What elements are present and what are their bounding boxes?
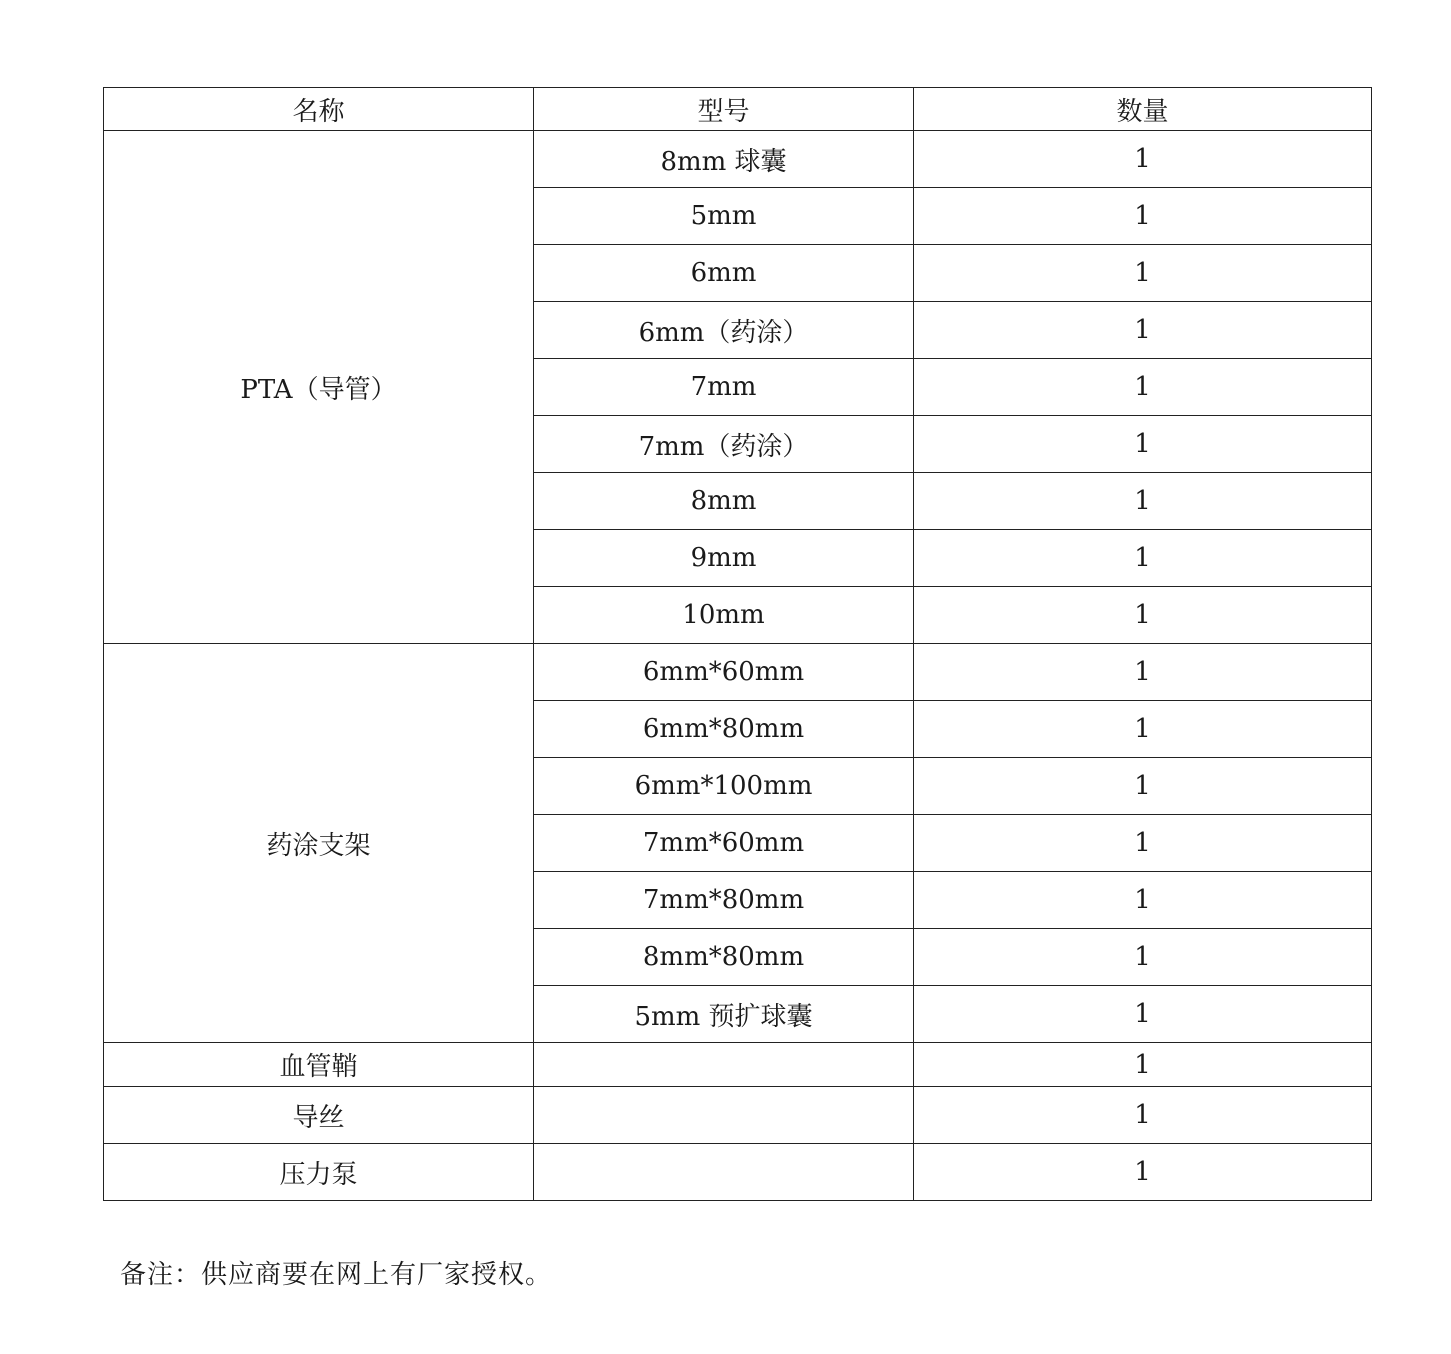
model-cell: 6mm*80mm (534, 701, 914, 758)
header-name: 名称 (104, 88, 534, 131)
quantity-cell: 1 (914, 1043, 1372, 1087)
quantity-cell: 1 (914, 188, 1372, 245)
quantity-cell: 1 (914, 530, 1372, 587)
model-cell: 6mm (534, 245, 914, 302)
group-name-cell: PTA（导管） (104, 131, 534, 644)
model-cell (534, 1043, 914, 1087)
quantity-cell: 1 (914, 416, 1372, 473)
item-name-cell: 血管鞘 (104, 1043, 534, 1087)
model-cell: 5mm 预扩球囊 (534, 986, 914, 1043)
model-cell (534, 1087, 914, 1144)
quantity-cell: 1 (914, 758, 1372, 815)
quantity-cell: 1 (914, 359, 1372, 416)
table-body (104, 131, 1372, 1201)
quantity-cell: 1 (914, 929, 1372, 986)
table-row (104, 1043, 1372, 1087)
model-cell: 7mm*80mm (534, 872, 914, 929)
item-name-cell: 导丝 (104, 1087, 534, 1144)
model-cell: 10mm (534, 587, 914, 644)
model-cell (534, 1144, 914, 1201)
header-model: 型号 (534, 88, 914, 131)
table-row (104, 644, 1372, 701)
header-quantity: 数量 (914, 88, 1372, 131)
quantity-cell: 1 (914, 872, 1372, 929)
quantity-cell: 1 (914, 644, 1372, 701)
quantity-cell: 1 (914, 473, 1372, 530)
quantity-cell: 1 (914, 815, 1372, 872)
model-cell: 6mm*60mm (534, 644, 914, 701)
model-cell: 7mm（药涂） (534, 416, 914, 473)
model-cell: 5mm (534, 188, 914, 245)
table-row (104, 131, 1372, 188)
model-cell: 6mm（药涂） (534, 302, 914, 359)
model-cell: 8mm*80mm (534, 929, 914, 986)
quantity-cell: 1 (914, 701, 1372, 758)
quantity-cell: 1 (914, 302, 1372, 359)
quantity-cell: 1 (914, 587, 1372, 644)
spec-table (103, 87, 1372, 1201)
table-row (104, 1144, 1372, 1201)
table-row (104, 1087, 1372, 1144)
group-name-cell: 药涂支架 (104, 644, 534, 1043)
remark-note: 备注：供应商要在网上有厂家授权。 (120, 1260, 553, 1290)
model-cell: 8mm (534, 473, 914, 530)
model-cell: 7mm*60mm (534, 815, 914, 872)
header-row (104, 88, 1372, 131)
quantity-cell: 1 (914, 1087, 1372, 1144)
model-cell: 8mm 球囊 (534, 131, 914, 188)
model-cell: 6mm*100mm (534, 758, 914, 815)
quantity-cell: 1 (914, 245, 1372, 302)
quantity-cell: 1 (914, 1144, 1372, 1201)
model-cell: 9mm (534, 530, 914, 587)
model-cell: 7mm (534, 359, 914, 416)
quantity-cell: 1 (914, 986, 1372, 1043)
item-name-cell: 压力泵 (104, 1144, 534, 1201)
quantity-cell: 1 (914, 131, 1372, 188)
